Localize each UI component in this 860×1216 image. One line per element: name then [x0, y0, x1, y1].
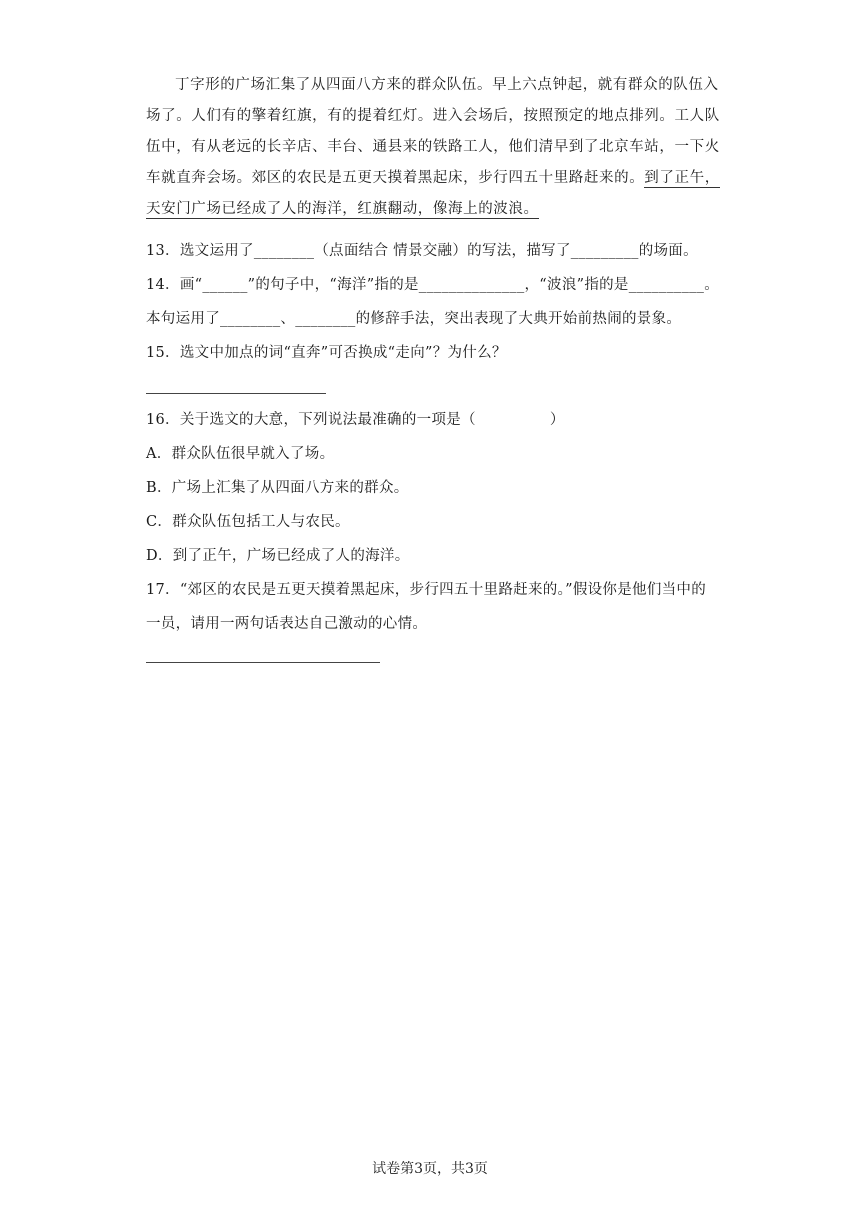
option-b[interactable]: B．广场上汇集了从四面八方来的群众。	[146, 480, 409, 496]
question-16: 16．关于选文的大意，下列说法最准确的一项是（ ）	[146, 412, 565, 428]
question-13: 13．选文运用了________（点面结合 情景交融）的写法，描写了_________的场面。	[146, 243, 698, 259]
passage-line-1: 丁字形的广场汇集了从四面八方来的群众队伍。早上六点钟起，就有群众的队伍入	[175, 77, 719, 93]
passage-line-5	[146, 194, 716, 225]
question-14-line-2: 本句运用了________、________的修辞手法，突出表现了大典开始前热闹的景象。	[146, 311, 682, 327]
question-15: 15．选文中加点的词“直奔”可否换成“走向”？为什么？	[146, 345, 507, 361]
passage-line-2: 场了。人们有的擎着红旗，有的提着红灯。进入会场后，按照预定的地点排列。工人队	[146, 108, 720, 124]
passage-line-3: 伍中，有从老远的长辛店、丰台、通县来的铁路工人，他们清早到了北京车站，一下火	[146, 139, 720, 155]
underlined-sentence-start: 到了正午，	[644, 170, 720, 186]
question-17-line-2: 一员，请用一两句话表达自己激动的心情。	[146, 616, 428, 632]
option-c[interactable]: C．群众队伍包括工人与农民。	[146, 514, 350, 530]
underlined-sentence-end: 天安门广场已经成了人的海洋，红旗翻动，像海上的波浪。	[146, 201, 539, 217]
reading-passage	[146, 70, 720, 225]
question-14-line-1: 14．画“______”的句子中，“海洋”指的是______________，“波浪”指的是__________。	[146, 277, 720, 293]
option-a[interactable]: A．群众队伍很早就入了场。	[146, 446, 335, 462]
question-17-line-1: 17．“郊区的农民是五更天摸着黑起床，步行四五十里路赶来的。”假设你是他们当中的	[146, 582, 707, 598]
answer-line-15[interactable]	[146, 393, 326, 394]
option-d[interactable]: D．到了正午，广场已经成了人的海洋。	[146, 548, 410, 564]
passage-line-4-text: 车就直奔会场。郊区的农民是五更天摸着黑起床，步行四五十里路赶来的。	[146, 170, 645, 186]
passage-line-4	[146, 163, 720, 194]
answer-line-17[interactable]	[146, 662, 380, 663]
page-footer: 试卷第3页，共3页	[372, 1161, 488, 1177]
